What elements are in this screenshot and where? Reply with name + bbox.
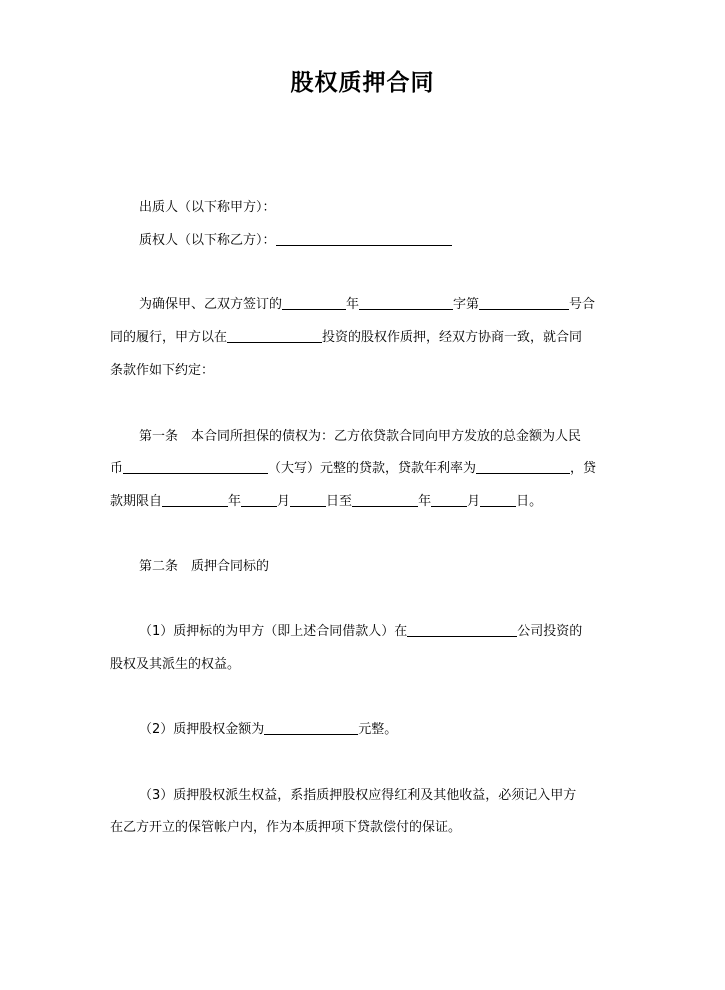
intro-text: 年 xyxy=(346,297,360,312)
start-day-blank[interactable] xyxy=(290,492,326,507)
pledgor-label: 出质人（以下称甲方）： xyxy=(139,200,276,215)
article-1-text: 月 xyxy=(277,494,291,509)
document-title: 股权质押合同 xyxy=(290,70,435,96)
start-year-blank[interactable] xyxy=(162,492,228,507)
pledged-amount-blank[interactable] xyxy=(264,720,358,735)
intro-text: 同的履行，甲方以在 xyxy=(110,330,228,345)
pledgor-line xyxy=(139,198,679,218)
intro-text: 条款作如下约定： xyxy=(110,363,215,378)
item-2-text: （2）质押股权金额为 xyxy=(139,722,265,737)
pledgee-blank[interactable] xyxy=(276,231,452,246)
article-1-text: 月 xyxy=(467,494,481,509)
contract-prefix-blank[interactable] xyxy=(359,295,453,310)
intro-text: 号合 xyxy=(569,297,596,312)
article-2-heading-text: 第二条 质押合同标的 xyxy=(139,559,270,574)
intro-line-3 xyxy=(110,361,650,381)
loan-amount-blank[interactable] xyxy=(123,459,268,474)
article-1-text: 年 xyxy=(418,494,432,509)
intro-line-2 xyxy=(110,328,650,348)
end-day-blank[interactable] xyxy=(480,492,516,507)
item-3-line-2 xyxy=(110,818,650,838)
interest-rate-blank[interactable] xyxy=(476,459,570,474)
article-1-text: 日至 xyxy=(326,494,353,509)
article-1-text: 款期限自 xyxy=(110,494,163,509)
contract-number-blank[interactable] xyxy=(479,295,569,310)
article-1-text: 日。 xyxy=(516,494,543,509)
pledgee-line xyxy=(139,231,679,251)
start-month-blank[interactable] xyxy=(241,492,277,507)
contract-year-blank[interactable] xyxy=(282,295,346,310)
article-1-text: （大写）元整的贷款，贷款年利率为 xyxy=(268,461,477,476)
item-1-line-1 xyxy=(139,622,679,642)
item-1-text: 股权及其派生的权益。 xyxy=(110,657,241,672)
intro-text: 字第 xyxy=(453,297,480,312)
item-3-text: 在乙方开立的保管帐户内，作为本质押项下贷款偿付的保证。 xyxy=(110,820,462,835)
item-3-text: （3）质押股权派生权益，系指质押股权应得红利及其他收益，必须记入甲方 xyxy=(139,788,577,803)
pledgee-label: 质权人（以下称乙方）： xyxy=(139,233,276,248)
article-1-text: 币 xyxy=(110,461,124,476)
item-2-text: 元整。 xyxy=(358,722,398,737)
item-1-text: 公司投资的 xyxy=(517,624,583,639)
article-1-text: 年 xyxy=(228,494,242,509)
item-1-line-2 xyxy=(110,655,650,675)
article-1-line-1 xyxy=(139,427,679,447)
end-year-blank[interactable] xyxy=(352,492,418,507)
article-1-text: 第一条 本合同所担保的债权为：乙方依贷款合同向甲方发放的总金额为人民 xyxy=(139,429,582,444)
article-1-line-3 xyxy=(110,492,650,512)
pledged-company-blank[interactable] xyxy=(407,622,517,637)
intro-line-1 xyxy=(139,295,679,315)
intro-text: 投资的股权作质押，经双方协商一致，就合同 xyxy=(322,330,583,345)
item-2-line xyxy=(139,720,679,740)
invested-company-blank[interactable] xyxy=(227,328,322,343)
end-month-blank[interactable] xyxy=(431,492,467,507)
intro-text: 为确保甲、乙双方签订的 xyxy=(139,297,283,312)
item-1-text: （1）质押标的为甲方（即上述合同借款人）在 xyxy=(139,624,408,639)
article-2-heading xyxy=(139,557,679,577)
article-1-text: ，贷 xyxy=(570,461,597,476)
article-1-line-2 xyxy=(110,459,650,479)
item-3-line-1 xyxy=(139,786,679,806)
